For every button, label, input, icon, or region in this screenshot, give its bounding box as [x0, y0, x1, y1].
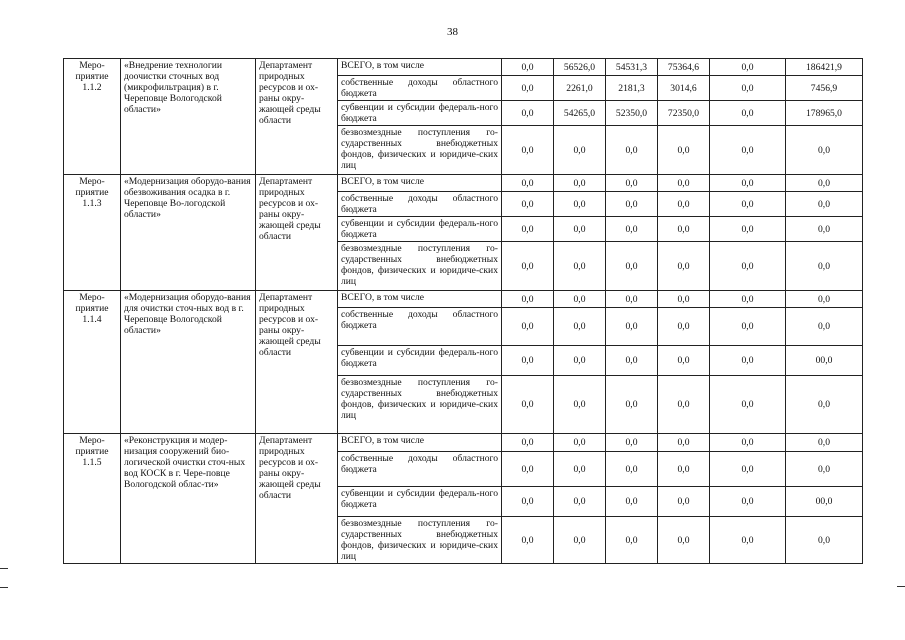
value-cell: 72350,0	[658, 101, 710, 126]
total-value-cell: 0,0	[786, 291, 863, 308]
value-cell: 0,0	[554, 487, 606, 517]
funding-source: собственные доходы областного бюджета	[338, 192, 502, 217]
value-cell: 0,0	[606, 452, 658, 487]
table-row	[64, 59, 863, 76]
total-value-cell: 0,0	[786, 242, 863, 291]
value-cell: 0,0	[502, 291, 554, 308]
funding-source: собственные доходы областного бюджета	[338, 76, 502, 101]
value-cell: 0,0	[502, 487, 554, 517]
measure-name: «Реконструкция и модер-низация сооружений био-логической очистки сточ-ных вод КОСК в г. Чере-повце Вологодской облас-ти»	[121, 434, 256, 564]
total-value-cell: 0,0	[786, 376, 863, 434]
value-cell: 0,0	[502, 76, 554, 101]
total-value-cell: 0,0	[786, 217, 863, 242]
left-edge-mark	[0, 568, 8, 569]
value-cell: 0,0	[710, 376, 786, 434]
value-cell: 0,0	[502, 452, 554, 487]
value-cell: 0,0	[606, 192, 658, 217]
measure-number: Меро- приятие 1.1.2	[64, 59, 121, 175]
measure-number: Меро- приятие 1.1.4	[64, 291, 121, 434]
funding-source: субвенции и субсидии федераль-ного бюджета	[338, 346, 502, 376]
value-cell: 52350,0	[606, 101, 658, 126]
funding-source: ВСЕГО, в том числе	[338, 59, 502, 76]
value-cell: 0,0	[502, 242, 554, 291]
measure-number: Меро- приятие 1.1.5	[64, 434, 121, 564]
table-row	[64, 291, 863, 308]
value-cell: 0,0	[710, 101, 786, 126]
value-cell: 0,0	[606, 175, 658, 192]
value-cell: 54531,3	[606, 59, 658, 76]
value-cell: 0,0	[502, 59, 554, 76]
value-cell: 0,0	[658, 517, 710, 564]
funding-source: субвенции и субсидии федераль-ного бюджета	[338, 217, 502, 242]
value-cell: 0,0	[658, 192, 710, 217]
total-value-cell: 00,0	[786, 487, 863, 517]
funding-source: ВСЕГО, в том числе	[338, 434, 502, 452]
value-cell: 0,0	[554, 346, 606, 376]
total-value-cell: 0,0	[786, 126, 863, 175]
value-cell: 0,0	[606, 376, 658, 434]
value-cell: 0,0	[710, 76, 786, 101]
value-cell: 0,0	[658, 291, 710, 308]
value-cell: 0,0	[658, 126, 710, 175]
total-value-cell: 0,0	[786, 517, 863, 564]
value-cell: 0,0	[710, 517, 786, 564]
value-cell: 0,0	[658, 242, 710, 291]
total-value-cell: 0,0	[786, 175, 863, 192]
value-cell: 0,0	[554, 517, 606, 564]
left-edge-mark	[0, 587, 8, 588]
funding-source: собственные доходы областного бюджета	[338, 452, 502, 487]
value-cell: 0,0	[502, 346, 554, 376]
right-edge-mark	[897, 586, 905, 587]
value-cell: 0,0	[554, 376, 606, 434]
value-cell: 0,0	[502, 101, 554, 126]
page-number: 38	[447, 26, 458, 38]
funding-source: субвенции и субсидии федераль-ного бюджета	[338, 101, 502, 126]
value-cell: 0,0	[606, 434, 658, 452]
funding-source: безвозмездные поступления го-сударственных внебюджетных фондов, физических и юридиче-ских лиц	[338, 517, 502, 564]
value-cell: 0,0	[502, 376, 554, 434]
value-cell: 0,0	[710, 217, 786, 242]
value-cell: 0,0	[502, 126, 554, 175]
value-cell: 0,0	[710, 126, 786, 175]
value-cell: 0,0	[502, 192, 554, 217]
value-cell: 0,0	[554, 242, 606, 291]
value-cell: 0,0	[606, 126, 658, 175]
value-cell: 0,0	[710, 242, 786, 291]
value-cell: 0,0	[710, 192, 786, 217]
total-value-cell: 178965,0	[786, 101, 863, 126]
measure-name: «Модернизация оборудо-вания для очистки сточ-ных вод в г. Череповце Вологодской области»	[121, 291, 256, 434]
value-cell: 0,0	[554, 192, 606, 217]
value-cell: 0,0	[502, 434, 554, 452]
funding-source: субвенции и субсидии федераль-ного бюджета	[338, 487, 502, 517]
value-cell: 0,0	[606, 487, 658, 517]
value-cell: 0,0	[606, 517, 658, 564]
value-cell: 0,0	[658, 308, 710, 346]
value-cell: 0,0	[658, 487, 710, 517]
value-cell: 0,0	[554, 175, 606, 192]
funding-source: безвозмездные поступления го-сударственных внебюджетных фондов, физических и юридиче-ских лиц	[338, 376, 502, 434]
value-cell: 0,0	[710, 346, 786, 376]
value-cell: 2261,0	[554, 76, 606, 101]
value-cell: 0,0	[554, 452, 606, 487]
value-cell: 0,0	[554, 434, 606, 452]
value-cell: 0,0	[606, 308, 658, 346]
total-value-cell: 0,0	[786, 308, 863, 346]
funding-source: собственные доходы областного бюджета	[338, 308, 502, 346]
total-value-cell: 00,0	[786, 346, 863, 376]
value-cell: 0,0	[554, 308, 606, 346]
value-cell: 0,0	[606, 217, 658, 242]
responsible-department: Департамент природных ресурсов и ох-раны окру-жающей среды области	[256, 175, 338, 291]
table-row	[64, 434, 863, 452]
value-cell: 2181,3	[606, 76, 658, 101]
measure-name: «Внедрение технологии доочистки сточных вод (микрофильтрация) в г. Череповце Вологодской области»	[121, 59, 256, 175]
value-cell: 56526,0	[554, 59, 606, 76]
value-cell: 0,0	[502, 175, 554, 192]
value-cell: 0,0	[658, 217, 710, 242]
value-cell: 0,0	[606, 242, 658, 291]
total-value-cell: 186421,9	[786, 59, 863, 76]
value-cell: 0,0	[710, 59, 786, 76]
value-cell: 0,0	[554, 126, 606, 175]
total-value-cell: 0,0	[786, 434, 863, 452]
value-cell: 0,0	[710, 291, 786, 308]
value-cell: 0,0	[502, 517, 554, 564]
value-cell: 3014,6	[658, 76, 710, 101]
value-cell: 54265,0	[554, 101, 606, 126]
value-cell: 0,0	[606, 346, 658, 376]
value-cell: 0,0	[658, 346, 710, 376]
funding-source: ВСЕГО, в том числе	[338, 291, 502, 308]
responsible-department: Департамент природных ресурсов и ох-раны окру-жающей среды области	[256, 59, 338, 175]
funding-source: безвозмездные поступления го-сударственных внебюджетных фондов, физических и юридиче-ских лиц	[338, 242, 502, 291]
value-cell: 0,0	[658, 376, 710, 434]
value-cell: 75364,6	[658, 59, 710, 76]
total-value-cell: 0,0	[786, 452, 863, 487]
responsible-department: Департамент природных ресурсов и ох-раны окру-жающей среды области	[256, 434, 338, 564]
budget-table	[63, 58, 863, 564]
funding-source: ВСЕГО, в том числе	[338, 175, 502, 192]
value-cell: 0,0	[710, 452, 786, 487]
value-cell: 0,0	[554, 291, 606, 308]
total-value-cell: 0,0	[786, 192, 863, 217]
value-cell: 0,0	[658, 434, 710, 452]
value-cell: 0,0	[710, 175, 786, 192]
value-cell: 0,0	[710, 434, 786, 452]
value-cell: 0,0	[710, 308, 786, 346]
responsible-department: Департамент природных ресурсов и ох-раны окру-жающей среды области	[256, 291, 338, 434]
table-row	[64, 175, 863, 192]
value-cell: 0,0	[710, 487, 786, 517]
measure-name: «Модернизация оборудо-вания обезвоживания осадка в г. Череповце Во-логодской области»	[121, 175, 256, 291]
measure-number: Меро- приятие 1.1.3	[64, 175, 121, 291]
value-cell: 0,0	[606, 291, 658, 308]
funding-source: безвозмездные поступления го-сударственных внебюджетных фондов, физических и юридиче-ских лиц	[338, 126, 502, 175]
value-cell: 0,0	[502, 308, 554, 346]
value-cell: 0,0	[554, 217, 606, 242]
value-cell: 0,0	[502, 217, 554, 242]
value-cell: 0,0	[658, 452, 710, 487]
value-cell: 0,0	[658, 175, 710, 192]
total-value-cell: 7456,9	[786, 76, 863, 101]
